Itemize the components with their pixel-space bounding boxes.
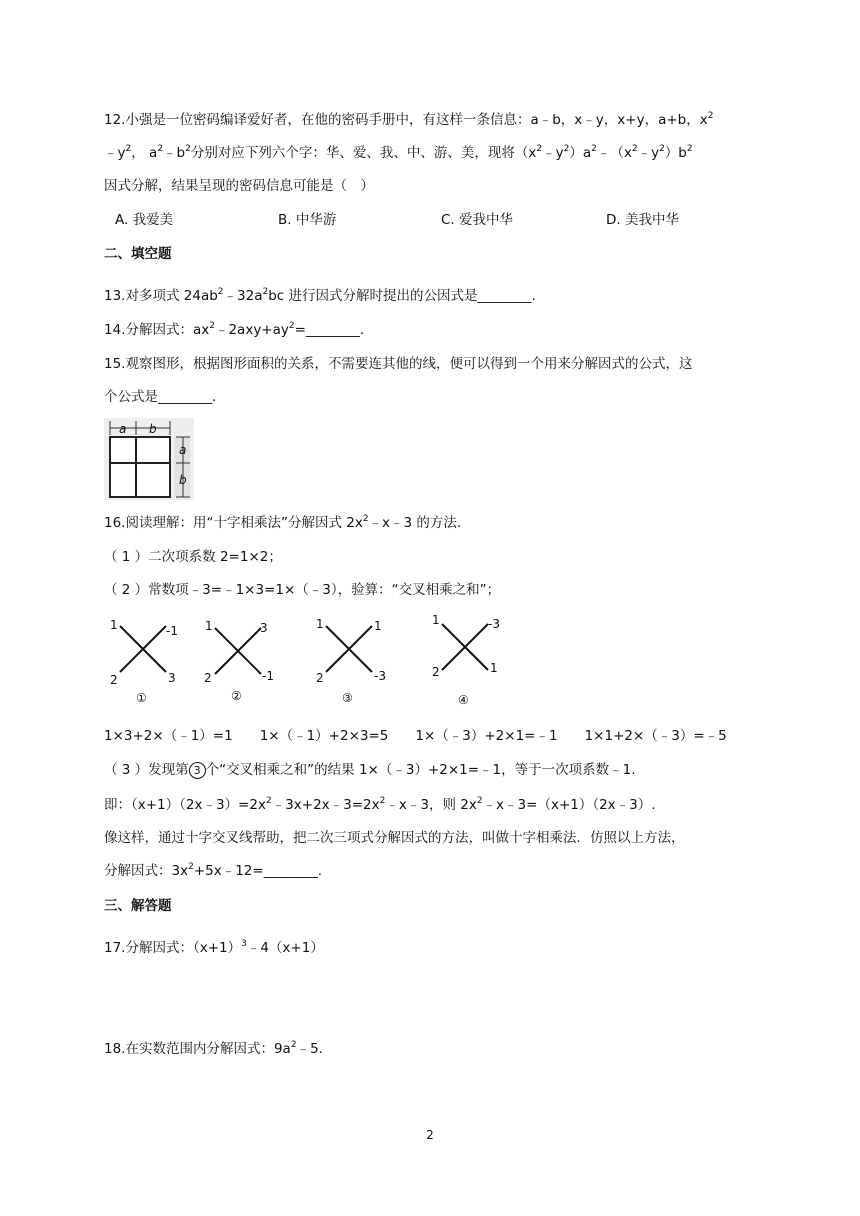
cross-1-number: ①	[136, 691, 147, 705]
superscript: 2	[707, 111, 714, 121]
q18	[104, 1039, 323, 1059]
option-b[interactable]: B. 中华游	[278, 212, 337, 228]
q16-calculations: 1×3+2×（﹣1）=1 1×（﹣1）+2×3=5 1×（﹣3）+2×1=﹣1 1×1+2×（﹣3）=﹣5	[104, 728, 727, 744]
q16-text: 即：（x+1）（2x﹣3）=2x	[104, 797, 266, 813]
label-b-top: b	[149, 422, 157, 436]
cross-2-top-right: 3	[260, 621, 268, 635]
cross-3-bottom-left: 2	[316, 671, 324, 685]
q12-text: 12.小强是一位密码编译爱好者，在他的密码手册中，有这样一条信息：a﹣b，x﹣y，x+y，a+b，x	[104, 112, 708, 128]
q16-line-1	[104, 513, 461, 533]
area-square-figure	[104, 418, 194, 500]
cross-3-top-left: 1	[316, 617, 324, 631]
cross-2-bottom-right: -1	[262, 669, 274, 683]
q13-text: ﹣32a	[223, 288, 263, 304]
q13	[104, 286, 536, 306]
superscript: 2	[125, 144, 132, 154]
cross-diagram-3	[316, 617, 386, 705]
cross-3-bottom-right: -3	[374, 669, 386, 683]
q12-line-1	[104, 110, 713, 130]
superscript: 2	[631, 144, 638, 154]
q16-line-3: （ 2 ）常数项﹣3=﹣1×3=1×（﹣3），验算：“交叉相乘之和”；	[104, 582, 501, 598]
label-a-side: a	[179, 443, 187, 457]
q14-text: =________.	[294, 322, 365, 338]
q12-text: ﹣（x	[596, 145, 632, 161]
superscript: 2	[188, 862, 194, 872]
q14-text: ﹣2axy+ay	[214, 322, 289, 338]
superscript: 2	[563, 144, 570, 154]
cross-3-number: ③	[342, 691, 353, 705]
superscript: 2	[262, 287, 269, 297]
superscript: 2	[659, 144, 665, 154]
q12-text: ）b	[664, 145, 687, 161]
cross-1-top-left: 1	[110, 618, 118, 632]
page-number: 2	[426, 1128, 434, 1142]
q12-line-2	[104, 143, 693, 163]
superscript: 2	[185, 144, 191, 154]
q12-text: 分别对应下列六个字：华、爱、我、中、游、美，现将（x	[190, 145, 537, 161]
q14	[104, 320, 364, 340]
q18-text: ﹣5.	[296, 1041, 323, 1057]
q16-text: +5x﹣12=________.	[193, 863, 322, 879]
label-a-top: a	[119, 422, 127, 436]
option-a[interactable]: A. 我爱美	[115, 212, 174, 228]
q12-text: ﹣b	[163, 145, 186, 161]
q12-text: ）a	[569, 145, 592, 161]
q16-line-7: 像这样，通过十字交叉线帮助，把二次三项式分解因式的方法，叫做十字相乘法．仿照以上方法，	[104, 830, 685, 846]
q16-text: ﹣x﹣3=（x+1）（2x﹣3）.	[482, 797, 656, 813]
q15-line-2: 个公式是________.	[104, 389, 217, 405]
cross-4-top-left: 1	[432, 613, 440, 627]
cross-diagram-2	[204, 619, 274, 703]
q16-line-8	[104, 861, 322, 881]
q16-text: ﹣x﹣3，则 2x	[385, 797, 477, 813]
q16-text: 分解因式：3x	[104, 863, 189, 879]
q13-text: bc 进行因式分解时提出的公因式是________.	[268, 288, 536, 304]
cross-3-top-right: 1	[374, 619, 382, 633]
superscript: 2	[476, 796, 483, 806]
cross-multiplication-diagrams	[104, 612, 524, 712]
q17-text: ﹣4（x+1）	[246, 940, 324, 956]
q16-line-2: （ 1 ）二次项系数 2=1×2；	[104, 549, 282, 565]
superscript: 2	[686, 144, 693, 154]
superscript: 2	[265, 796, 272, 806]
option-c[interactable]: C. 爱我中华	[441, 212, 514, 228]
superscript: 2	[362, 514, 369, 524]
superscript: 2	[290, 1040, 297, 1050]
q17	[104, 938, 324, 958]
cross-1-bottom-left: 2	[110, 673, 118, 687]
option-d[interactable]: D. 美我中华	[606, 212, 679, 228]
q16-text: （ 3 ）发现第	[104, 762, 189, 778]
cross-4-number: ④	[458, 693, 469, 707]
superscript: 3	[241, 939, 247, 949]
q14-text: 14.分解因式：ax	[104, 322, 210, 338]
cross-2-number: ②	[231, 689, 242, 703]
q15-line-1: 15.观察图形，根据图形面积的关系，不需要连其他的线，便可以得到一个用来分解因式的公式，这	[104, 356, 693, 372]
superscript: 2	[591, 144, 597, 154]
q16-line-5	[104, 760, 636, 780]
superscript: 2	[379, 796, 386, 806]
q16-text: ﹣x﹣3 的方法.	[368, 515, 462, 531]
cross-2-top-left: 1	[205, 619, 213, 633]
q12-line-3: 因式分解，结果呈现的密码信息可能是（ ）	[104, 178, 374, 194]
superscript: 2	[536, 144, 543, 154]
cross-2-bottom-left: 2	[204, 671, 212, 685]
cross-4-bottom-right: 1	[490, 661, 498, 675]
superscript: 2	[217, 287, 224, 297]
superscript: 2	[209, 321, 215, 331]
cross-1-bottom-right: 3	[168, 671, 176, 685]
cross-4-bottom-left: 2	[432, 665, 440, 679]
cross-diagram-4	[432, 613, 500, 707]
cross-1-top-right: -1	[166, 624, 178, 638]
q17-text: 17.分解因式：（x+1）	[104, 940, 242, 956]
q13-text: 13.对多项式 24ab	[104, 288, 218, 304]
q12-text: ﹣y	[104, 145, 126, 161]
q16-text: 16.阅读理解：用“十字相乘法”分解因式 2x	[104, 515, 363, 531]
section-heading-fill-in: 二、填空题	[104, 246, 172, 262]
q12-text: ﹣y	[637, 145, 660, 161]
section-heading-answer: 三、解答题	[104, 898, 172, 914]
superscript: 2	[288, 321, 295, 331]
q16-text: ﹣3x+2x﹣3=2x	[271, 797, 380, 813]
circled-number: 3	[189, 762, 206, 779]
label-b-side: b	[179, 473, 187, 487]
cross-4-top-right: -3	[488, 617, 500, 631]
superscript: 2	[157, 144, 164, 154]
q12-text: ﹣y	[542, 145, 564, 161]
q12-text: ， a	[131, 145, 158, 161]
q16-text: 个“交叉相乘之和”的结果 1×（﹣3）+2×1=﹣1，等于一次项系数﹣1.	[205, 762, 636, 778]
q18-text: 18.在实数范围内分解因式：9a	[104, 1041, 291, 1057]
cross-diagram-1	[110, 618, 178, 705]
q16-line-6	[104, 795, 656, 815]
